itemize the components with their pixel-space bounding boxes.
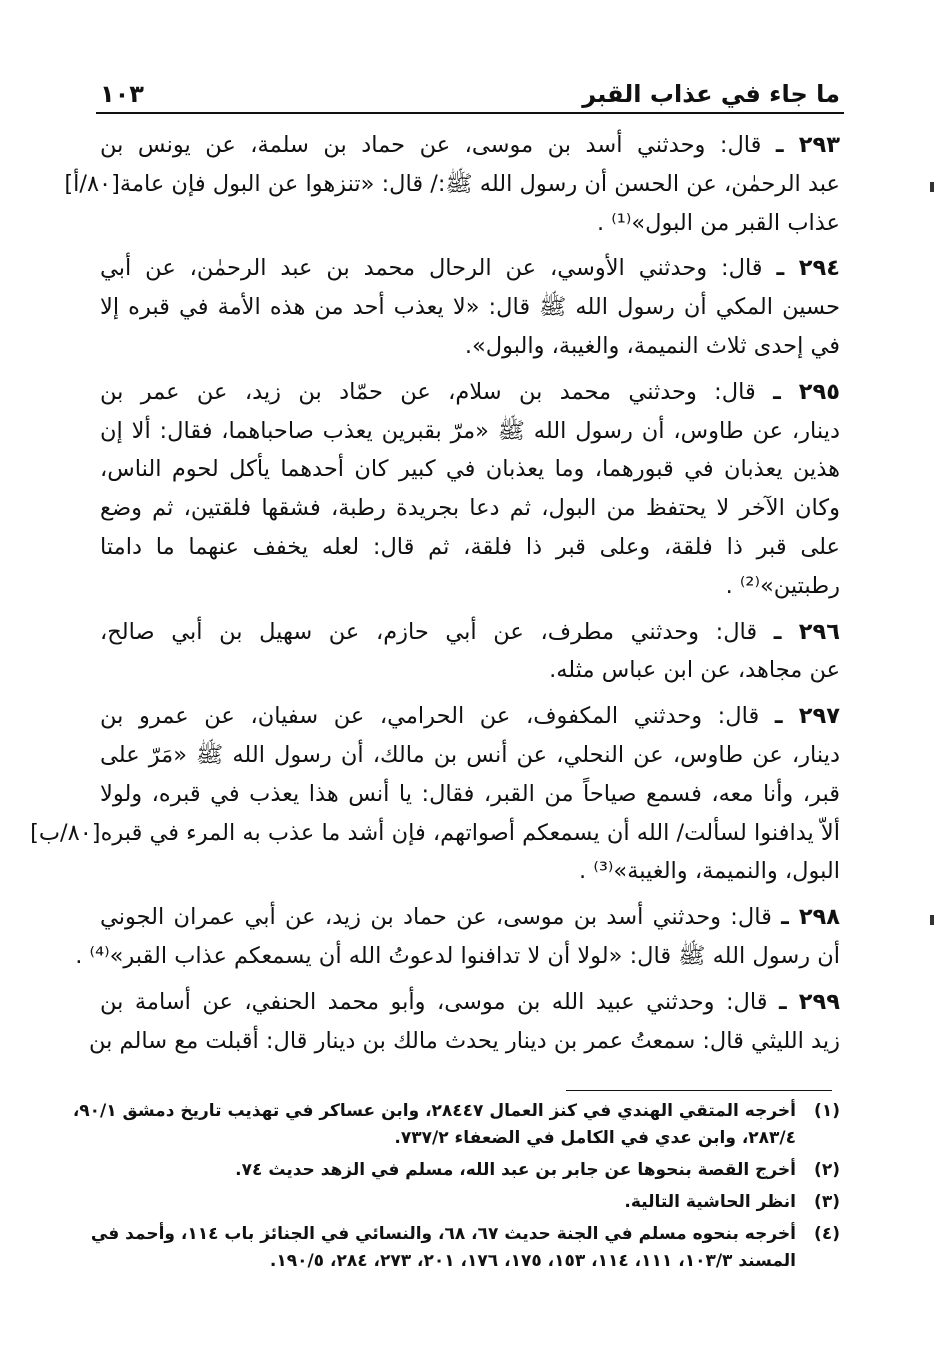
hadith-299 xyxy=(88,983,840,1061)
hadith-294 xyxy=(100,249,840,365)
scan-edge-mark xyxy=(930,182,934,192)
hadith-number: ٢٩٥ ـ xyxy=(773,378,840,405)
text-line: دينار، عن طاوس، عن النحلي، عن أنس بن مالك، أن رسول الله ﷺ «مَرّ على xyxy=(100,741,840,768)
text-line: ٢٩٣ ـ قال: وحدثني أسد بن موسى، عن حماد بن سلمة، عن يونس بن xyxy=(100,132,840,158)
footnote-text: أخرجه المتقي الهندي في كنز العمال ٢٨٤٤٧، وابن عساكر في تهذيب تاريخ دمشق ٩٠/١، ٢٨٣/٤، وابن عدي في الكامل في الضعفاء ٧٣٧/٢. xyxy=(72,1101,796,1148)
text-line: وكان الآخر لا يحتفظ من البول، ثم دعا بجريدة رطبة، فشقها فلقتين، ثم وضع xyxy=(100,495,840,522)
text-line: ٢٩٨ ـ قال: وحدثني أسد بن موسى، عن حماد بن زيد، عن أبي عمران الجوني xyxy=(100,904,841,931)
footnote-1 xyxy=(72,1098,840,1152)
hadith-number: ٢٩٦ ـ xyxy=(773,618,840,645)
hadith-number: ٢٩٣ ـ xyxy=(775,132,840,158)
scan-edge-mark xyxy=(930,915,934,925)
footnotes xyxy=(72,1098,840,1280)
running-title: ما جاء في عذاب القبر xyxy=(582,80,840,108)
hadith-296 xyxy=(100,613,840,691)
text-line: عن مجاهد، عن ابن عباس مثله. xyxy=(549,657,840,684)
text-line: ٢٩٧ ـ قال: وحدثني المكفوف، عن الحرامي، عن سفيان، عن عمرو بن xyxy=(100,703,840,730)
footnote-marker: (٣) xyxy=(814,1192,840,1212)
footnote-marker: (١) xyxy=(814,1101,840,1121)
footnote-text: أخرج القصة بنحوها عن جابر بن عبد الله، مسلم في الزهد حديث ٧٤. xyxy=(235,1160,796,1180)
footnote-separator xyxy=(566,1090,832,1091)
hadith-number: ٢٩٧ ـ xyxy=(774,703,840,730)
text-line: ألاّ يدافنوا لسألت/ الله أن يسمعكم أصواتهم، فإن أشد ما عذب به المرء في قبره[٨٠/ب] xyxy=(30,819,840,846)
footnote-2 xyxy=(100,1157,840,1184)
text-line: قبر، وأنا معه، فسمع صياحاً من القبر، فقال: يا أنس هذا يعذب في قبره، ولولا xyxy=(100,780,840,807)
text-line: ٢٩٦ ـ قال: وحدثني مطرف، عن أبي حازم، عن سهيل بن أبي صالح، xyxy=(100,618,840,645)
hadith-number: ٢٩٨ ـ xyxy=(781,904,841,931)
page-number: ١٠٣ xyxy=(100,80,144,108)
text-line: أن رسول الله ﷺ قال: «لولا أن لا تدافنوا لدعوتُ الله أن يسمعكم عذاب القبر»⁽⁴⁾ . xyxy=(75,942,840,969)
text-line: البول، والنميمة، والغيبة»⁽³⁾ . xyxy=(579,858,840,885)
hadith-number: ٢٩٤ ـ xyxy=(776,255,840,282)
text-line: ٢٩٩ ـ قال: وحدثني عبيد الله بن موسى، وأبو محمد الحنفي، عن أسامة بن xyxy=(100,988,840,1015)
main-text xyxy=(30,126,841,1067)
text-line: ٢٩٥ ـ قال: وحدثني محمد بن سلام، عن حمّاد بن زيد، عن عمر بن xyxy=(100,378,840,405)
text-line: على قبر ذا فلقة، وعلى قبر ذا فلقة، ثم قال: لعله يخفف عنهما ما دامتا xyxy=(100,533,840,560)
text-line: رطبتين»⁽²⁾ . xyxy=(725,572,840,599)
footnote-text: انظر الحاشية التالية. xyxy=(624,1192,796,1212)
text-line: عبد الرحمٰن، عن الحسن أن رسول الله ﷺ:/ قال: «تنزهوا عن البول فإن عامة[٨٠/أ] xyxy=(64,170,840,197)
hadith-number: ٢٩٩ ـ xyxy=(778,988,840,1015)
footnote-4 xyxy=(90,1221,840,1275)
text-line: في إحدى ثلاث النميمة، والغيبة، والبول». xyxy=(464,332,840,359)
text-line: عذاب القبر من البول»⁽¹⁾ . xyxy=(596,209,840,236)
hadith-293 xyxy=(64,126,840,242)
hadith-295 xyxy=(100,373,840,606)
footnote-marker: (٤) xyxy=(814,1224,840,1244)
footnote-3 xyxy=(100,1189,840,1216)
footnote-marker: (٢) xyxy=(814,1160,840,1180)
footnote-text: أخرجه بنحوه مسلم في الجنة حديث ٦٧، ٦٨، والنسائي في الجنائز باب ١١٤، وأحمد في المسند ١٠٣/٣، ١١١، ١١٤، ١٥٣، ١٧٥، ١٧٦، ٢٠١، ٢٧٣، ٢٨٤، ١٩٠/٥. xyxy=(90,1224,796,1271)
text-line: ٢٩٤ ـ قال: وحدثني الأوسي، عن الرحال محمد بن عبد الرحمٰن، عن أبي xyxy=(100,255,840,282)
hadith-297 xyxy=(30,697,840,891)
header-rule xyxy=(96,112,844,114)
text-line: زيد الليثي قال: سمعتُ عمر بن دينار يحدث مالك بن دينار قال: أقبلت مع سالم بن xyxy=(88,1027,840,1054)
text-line: هذين يعذبان في قبورهما، وما يعذبان في كبير كان أحدهما يأكل لحوم الناس، xyxy=(100,456,840,483)
hadith-298 xyxy=(75,898,841,976)
text-line: حسين المكي أن رسول الله ﷺ قال: «لا يعذب أحد من هذه الأمة في قبره إلا xyxy=(100,294,840,321)
page-header xyxy=(96,78,844,114)
text-line: دينار، عن طاوس، أن رسول الله ﷺ «مرّ بقبرين يعذب صاحباهما، فقال: ألا إن xyxy=(100,417,840,444)
